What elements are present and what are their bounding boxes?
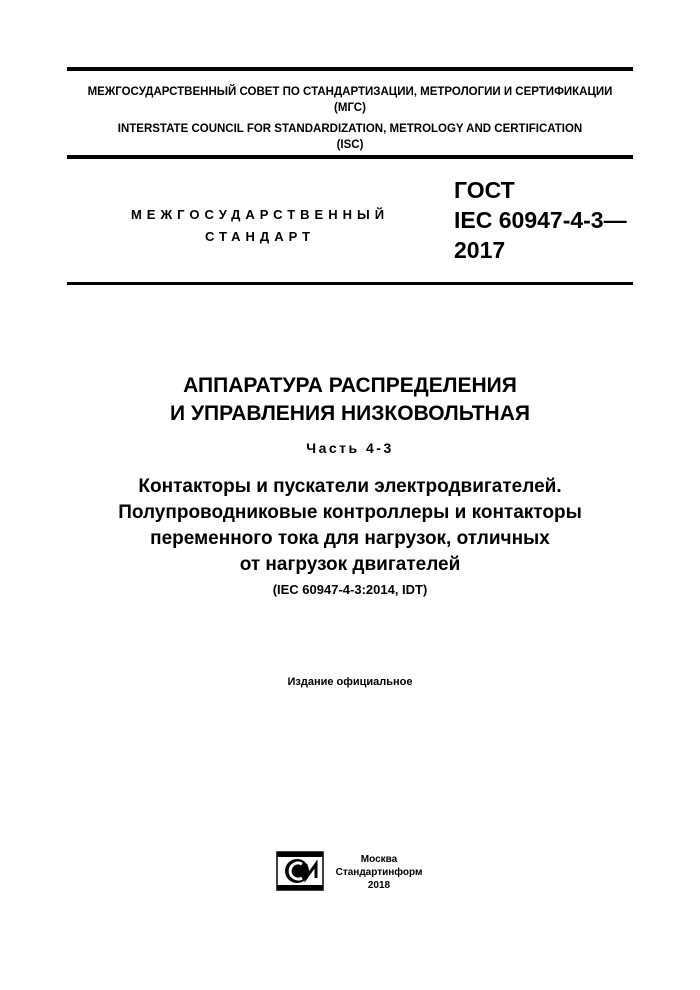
subtitle-line4: от нагрузок двигателей	[239, 554, 461, 575]
subtitle-line1: Контакторы и пускатели электродвигателей.	[138, 476, 562, 497]
standartinform-logo-icon	[276, 851, 324, 891]
council-ru-abbr: (МГС)	[334, 102, 366, 114]
gost-code-line3: 2017	[454, 237, 506, 263]
publisher-year: 2018	[367, 880, 391, 891]
edition-note: Издание официальное	[287, 676, 413, 688]
middle-rule	[67, 155, 633, 159]
gost-code-line2: IEC 60947-4-3—	[454, 207, 627, 233]
bottom-rule	[67, 282, 633, 285]
document-title	[40, 372, 660, 428]
council-en-name: INTERSTATE COUNCIL FOR STANDARDIZATION, METROLOGY AND CERTIFICATION	[117, 123, 583, 135]
standard-label	[100, 204, 420, 248]
standard-label-line2: СТАНДАРТ	[204, 229, 316, 244]
subtitle-line2: Полупроводниковые контроллеры и контакторы	[118, 502, 582, 523]
subtitle-line3: переменного тока для нагрузок, отличных	[150, 528, 550, 549]
council-english	[67, 121, 633, 153]
title-line2: И УПРАВЛЕНИЯ НИЗКОВОЛЬТНАЯ	[170, 402, 530, 425]
council-ru-name: МЕЖГОСУДАРСТВЕННЫЙ СОВЕТ ПО СТАНДАРТИЗАЦИИ, МЕТРОЛОГИИ И СЕРТИФИКАЦИИ	[87, 86, 613, 98]
council-russian	[67, 84, 633, 116]
publisher-city: Москва	[360, 854, 398, 865]
iec-reference: (IEC 60947-4-3:2014, IDT)	[272, 582, 428, 597]
council-en-abbr: (ISC)	[336, 139, 364, 151]
gost-code-line1: ГОСТ	[454, 177, 515, 203]
publisher-info	[334, 853, 424, 892]
standard-label-line1: МЕЖГОСУДАРСТВЕННЫЙ	[130, 207, 390, 222]
title-line1: АППАРАТУРА РАСПРЕДЕЛЕНИЯ	[183, 374, 517, 397]
document-subtitle	[40, 474, 660, 578]
publisher-name: Стандартинформ	[335, 867, 423, 878]
part-number: Часть 4-3	[306, 440, 394, 456]
top-rule	[67, 67, 633, 71]
gost-code	[454, 175, 627, 265]
